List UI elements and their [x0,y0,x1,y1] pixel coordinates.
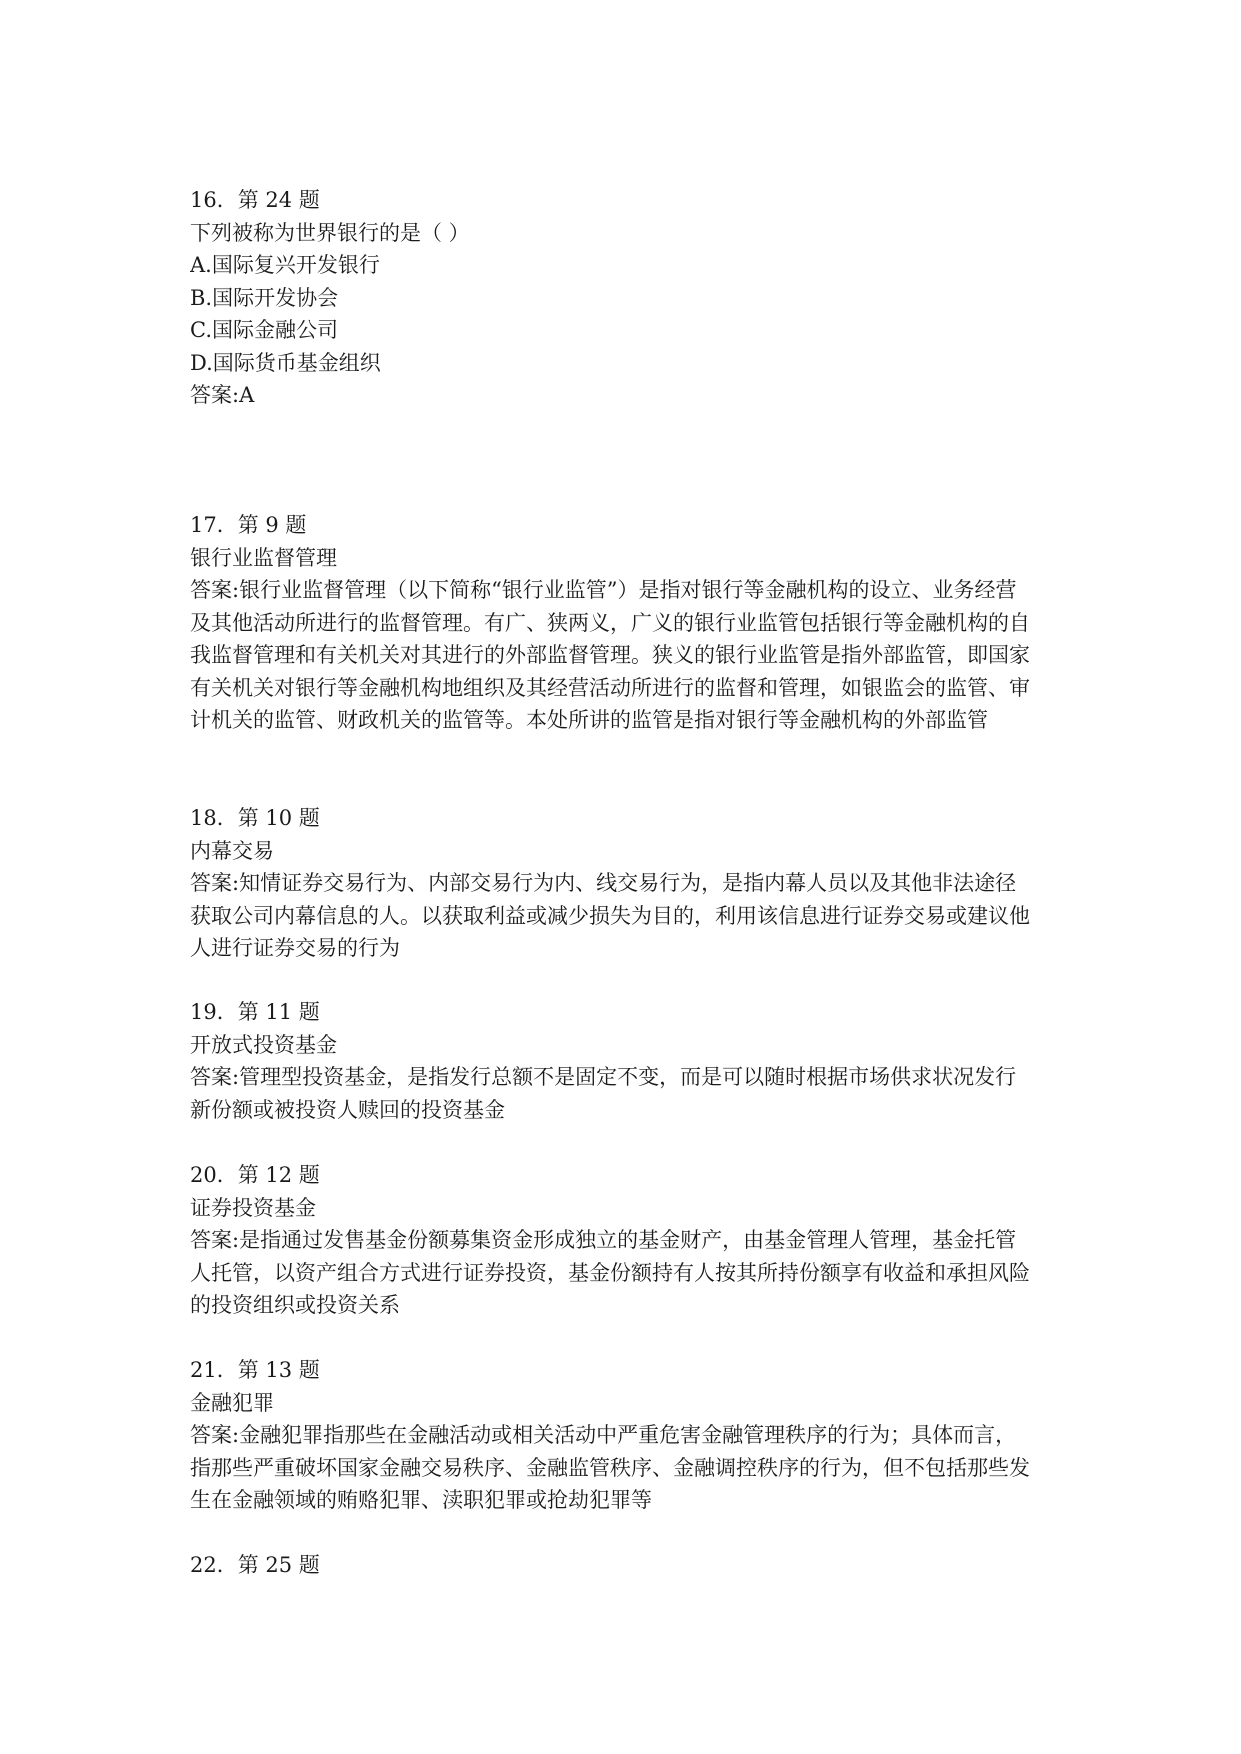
answer-line: 我监督管理和有关机关对其进行的外部监督管理。狭义的银行业监管是指外部监管，即国家 [190,643,1030,667]
question-number: 21．第 13 题 [190,1358,320,1382]
question-number: 20．第 12 题 [190,1163,320,1187]
question-number: 19．第 11 题 [190,1000,320,1024]
question-stem: 银行业监督管理 [190,545,337,570]
option-a: A.国际复兴开发银行 [190,253,380,277]
option-c: C.国际金融公司 [190,318,338,342]
question-stem: 下列被称为世界银行的是（ ） [190,220,470,245]
answer-line: 计机关的监管、财政机关的监管等。本处所讲的监管是指对银行等金融机构的外部监管 [190,708,988,732]
question-21 [190,1354,1060,1517]
answer-line: 答案:A [190,383,255,407]
question-number: 17．第 9 题 [190,513,307,537]
answer-line: 答案:银行业监督管理（以下简称“银行业监管”）是指对银行等金融机构的设立、业务经营 [190,578,1017,602]
answer-line: 新份额或被投资人赎回的投资基金 [190,1097,505,1122]
option-d: D.国际货币基金组织 [190,350,381,375]
answer-line: 的投资组织或投资关系 [190,1293,400,1317]
question-20 [190,1159,1060,1322]
question-17 [190,509,1060,737]
answer-line: 及其他活动所进行的监督管理。有广、狭两义，广义的银行业监管包括银行等金融机构的自 [190,610,1030,635]
option-b: B.国际开发协会 [190,285,339,310]
question-22 [190,1549,1060,1582]
answer-line: 指那些严重破坏国家金融交易秩序、金融监管秩序、金融调控秩序的行为，但不包括那些发 [190,1455,1030,1480]
question-19 [190,996,1060,1126]
answer-line: 答案:金融犯罪指那些在金融活动或相关活动中严重危害金融管理秩序的行为；具体而言， [190,1423,1017,1447]
answer-line: 有关机关对银行等金融机构地组织及其经营活动所进行的监督和管理，如银监会的监管、审 [190,675,1030,700]
question-stem: 证券投资基金 [190,1195,316,1220]
question-16 [190,184,1060,412]
answer-line: 生在金融领域的贿赂犯罪、渎职犯罪或抢劫犯罪等 [190,1488,652,1512]
question-number: 18．第 10 题 [190,806,320,830]
question-number: 16．第 24 题 [190,188,320,212]
answer-line: 答案:管理型投资基金，是指发行总额不是固定不变，而是可以随时根据市场供求状况发行 [190,1065,1017,1089]
question-number: 22．第 25 题 [190,1553,320,1577]
question-stem: 开放式投资基金 [190,1032,337,1057]
answer-line: 答案:是指通过发售基金份额募集资金形成独立的基金财产，由基金管理人管理，基金托管 [190,1228,1017,1252]
answer-line: 人进行证券交易的行为 [190,936,400,960]
question-stem: 金融犯罪 [190,1390,274,1415]
answer-line: 人托管，以资产组合方式进行证券投资，基金份额持有人按其所持份额享有收益和承担风险 [190,1260,1030,1285]
answer-line: 获取公司内幕信息的人。以获取利益或减少损失为目的，利用该信息进行证券交易或建议他 [190,903,1030,928]
answer-line: 答案:知情证券交易行为、内部交易行为内、线交易行为，是指内幕人员以及其他非法途径 [190,871,1017,895]
question-stem: 内幕交易 [190,838,274,863]
question-18 [190,802,1060,965]
